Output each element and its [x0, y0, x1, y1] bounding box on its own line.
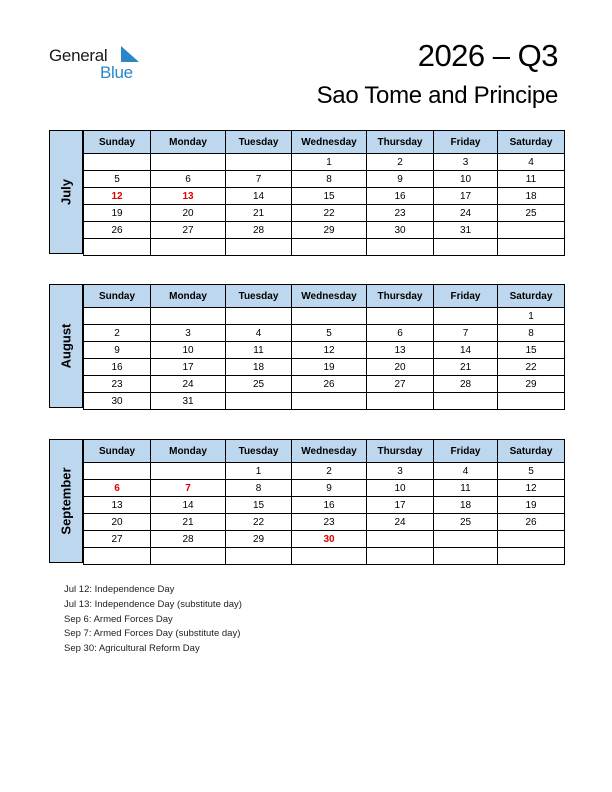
day-cell [151, 154, 226, 171]
day-cell [151, 463, 226, 480]
day-cell: 5 [498, 463, 565, 480]
day-cell: 10 [434, 171, 498, 188]
week-row [84, 359, 565, 376]
week-row [84, 514, 565, 531]
day-cell [226, 393, 292, 410]
day-cell [292, 548, 367, 565]
day-cell [226, 154, 292, 171]
day-cell: 3 [151, 325, 226, 342]
day-cell [226, 239, 292, 256]
day-cell: 16 [292, 497, 367, 514]
day-cell: 13 [84, 497, 151, 514]
day-cell: 17 [151, 359, 226, 376]
day-cell: 25 [434, 514, 498, 531]
day-cell: 22 [226, 514, 292, 531]
day-cell: 27 [151, 222, 226, 239]
day-cell [151, 308, 226, 325]
day-cell: 13 [367, 342, 434, 359]
day-cell: 2 [292, 463, 367, 480]
weekday-header: Sunday [84, 440, 151, 463]
day-cell: 26 [292, 376, 367, 393]
day-cell: 6 [367, 325, 434, 342]
month-calendar-table [83, 130, 565, 256]
week-row [84, 308, 565, 325]
day-cell: 21 [151, 514, 226, 531]
week-row [84, 342, 565, 359]
day-cell: 12 [292, 342, 367, 359]
day-cell [498, 393, 565, 410]
day-cell [367, 393, 434, 410]
day-cell: 24 [151, 376, 226, 393]
day-cell: 31 [434, 222, 498, 239]
day-cell: 30 [84, 393, 151, 410]
weekday-header: Tuesday [226, 131, 292, 154]
week-row [84, 548, 565, 565]
day-cell: 23 [367, 205, 434, 222]
week-row [84, 171, 565, 188]
day-cell [498, 531, 565, 548]
weekday-header: Monday [151, 285, 226, 308]
day-cell: 11 [434, 480, 498, 497]
day-cell: 6 [151, 171, 226, 188]
day-cell: 16 [367, 188, 434, 205]
day-cell [498, 239, 565, 256]
month-label [49, 130, 83, 254]
holiday-note: Sep 30: Agricultural Reform Day [64, 643, 200, 655]
day-cell: 28 [151, 531, 226, 548]
month-block-september [49, 439, 564, 563]
day-cell: 25 [226, 376, 292, 393]
day-cell: 14 [151, 497, 226, 514]
week-row [84, 188, 565, 205]
day-cell [151, 548, 226, 565]
day-cell: 26 [84, 222, 151, 239]
weekday-header: Monday [151, 131, 226, 154]
weekday-header: Saturday [498, 285, 565, 308]
day-cell: 7 [226, 171, 292, 188]
week-row [84, 480, 565, 497]
week-row [84, 393, 565, 410]
day-cell [367, 531, 434, 548]
logo-word-blue: Blue [100, 63, 133, 82]
day-cell [498, 222, 565, 239]
month-calendar-table [83, 284, 565, 410]
day-cell: 26 [498, 514, 565, 531]
week-row [84, 325, 565, 342]
week-row [84, 239, 565, 256]
day-cell: 5 [84, 171, 151, 188]
day-cell: 11 [226, 342, 292, 359]
day-cell: 9 [367, 171, 434, 188]
day-cell [367, 548, 434, 565]
day-cell [84, 463, 151, 480]
day-cell [292, 239, 367, 256]
day-cell [84, 548, 151, 565]
day-cell [367, 308, 434, 325]
day-cell: 24 [367, 514, 434, 531]
month-name: July [58, 178, 74, 206]
day-cell: 8 [226, 480, 292, 497]
day-cell [434, 239, 498, 256]
day-cell: 4 [434, 463, 498, 480]
month-block-july [49, 130, 564, 254]
day-cell: 25 [498, 205, 565, 222]
week-row [84, 154, 565, 171]
weekday-header: Friday [434, 440, 498, 463]
weekday-header: Thursday [367, 440, 434, 463]
week-row [84, 531, 565, 548]
weekday-header: Friday [434, 285, 498, 308]
day-cell: 29 [292, 222, 367, 239]
day-cell: 3 [434, 154, 498, 171]
day-cell [434, 393, 498, 410]
day-cell: 10 [367, 480, 434, 497]
day-cell: 31 [151, 393, 226, 410]
holiday-notes [64, 583, 242, 657]
day-cell: 24 [434, 205, 498, 222]
day-cell: 28 [226, 222, 292, 239]
day-cell: 5 [292, 325, 367, 342]
weekday-header: Wednesday [292, 440, 367, 463]
day-cell: 2 [367, 154, 434, 171]
day-cell: 15 [498, 342, 565, 359]
day-cell: 16 [84, 359, 151, 376]
day-cell: 8 [292, 171, 367, 188]
holiday-day-cell: 13 [151, 188, 226, 205]
day-cell: 11 [498, 171, 565, 188]
logo [49, 44, 149, 84]
weekday-header: Sunday [84, 131, 151, 154]
holiday-day-cell: 7 [151, 480, 226, 497]
day-cell: 22 [498, 359, 565, 376]
holiday-day-cell: 6 [84, 480, 151, 497]
holiday-note: Jul 12: Independence Day [64, 584, 175, 595]
weekday-header: Monday [151, 440, 226, 463]
logo-word-general: General [49, 46, 108, 65]
day-cell: 17 [434, 188, 498, 205]
logo-triangle-icon [121, 46, 139, 64]
day-cell: 19 [498, 497, 565, 514]
day-cell [434, 531, 498, 548]
day-cell [226, 308, 292, 325]
weekday-header-row [84, 440, 565, 463]
day-cell [151, 239, 226, 256]
day-cell: 27 [367, 376, 434, 393]
day-cell: 30 [367, 222, 434, 239]
holiday-note: Sep 6: Armed Forces Day [64, 613, 173, 625]
weekday-header: Saturday [498, 440, 565, 463]
month-name: September [58, 467, 74, 535]
day-cell: 10 [151, 342, 226, 359]
weekday-header: Wednesday [292, 285, 367, 308]
weekday-header: Sunday [84, 285, 151, 308]
day-cell [434, 548, 498, 565]
day-cell: 21 [226, 205, 292, 222]
day-cell: 9 [84, 342, 151, 359]
weekday-header-row [84, 285, 565, 308]
day-cell: 8 [498, 325, 565, 342]
day-cell: 28 [434, 376, 498, 393]
week-row [84, 497, 565, 514]
day-cell [292, 393, 367, 410]
day-cell: 4 [226, 325, 292, 342]
day-cell [367, 239, 434, 256]
day-cell: 19 [84, 205, 151, 222]
month-label [49, 284, 83, 408]
month-calendar-table [83, 439, 565, 565]
day-cell: 20 [151, 205, 226, 222]
holiday-day-cell: 30 [292, 531, 367, 548]
day-cell [498, 548, 565, 565]
day-cell: 29 [226, 531, 292, 548]
day-cell: 14 [226, 188, 292, 205]
day-cell [434, 308, 498, 325]
weekday-header: Friday [434, 131, 498, 154]
day-cell: 1 [292, 154, 367, 171]
day-cell: 2 [84, 325, 151, 342]
day-cell: 29 [498, 376, 565, 393]
day-cell: 7 [434, 325, 498, 342]
day-cell: 3 [367, 463, 434, 480]
holiday-note: Sep 7: Armed Forces Day (substitute day) [64, 628, 241, 640]
month-block-august [49, 284, 564, 408]
holiday-note: Jul 13: Independence Day (substitute day) [64, 598, 242, 610]
week-row [84, 205, 565, 222]
day-cell: 17 [367, 497, 434, 514]
day-cell: 18 [434, 497, 498, 514]
day-cell [226, 548, 292, 565]
day-cell: 18 [226, 359, 292, 376]
month-name: August [58, 323, 74, 369]
day-cell [84, 239, 151, 256]
day-cell: 14 [434, 342, 498, 359]
weekday-header: Thursday [367, 285, 434, 308]
weekday-header-row [84, 131, 565, 154]
holiday-day-cell: 12 [84, 188, 151, 205]
day-cell: 15 [226, 497, 292, 514]
day-cell: 4 [498, 154, 565, 171]
week-row [84, 463, 565, 480]
page-title: 2026 – Q3 [417, 38, 558, 73]
day-cell: 9 [292, 480, 367, 497]
week-row [84, 376, 565, 393]
day-cell [84, 308, 151, 325]
day-cell: 22 [292, 205, 367, 222]
weekday-header: Thursday [367, 131, 434, 154]
weekday-header: Wednesday [292, 131, 367, 154]
day-cell: 23 [292, 514, 367, 531]
day-cell: 20 [367, 359, 434, 376]
day-cell: 27 [84, 531, 151, 548]
page-subtitle: Sao Tome and Principe [316, 82, 558, 109]
month-label [49, 439, 83, 563]
day-cell: 23 [84, 376, 151, 393]
day-cell: 19 [292, 359, 367, 376]
weekday-header: Tuesday [226, 440, 292, 463]
day-cell: 21 [434, 359, 498, 376]
day-cell: 20 [84, 514, 151, 531]
day-cell: 15 [292, 188, 367, 205]
day-cell: 12 [498, 480, 565, 497]
day-cell [292, 308, 367, 325]
weekday-header: Tuesday [226, 285, 292, 308]
day-cell: 18 [498, 188, 565, 205]
day-cell: 1 [498, 308, 565, 325]
day-cell: 1 [226, 463, 292, 480]
day-cell [84, 154, 151, 171]
weekday-header: Saturday [498, 131, 565, 154]
week-row [84, 222, 565, 239]
